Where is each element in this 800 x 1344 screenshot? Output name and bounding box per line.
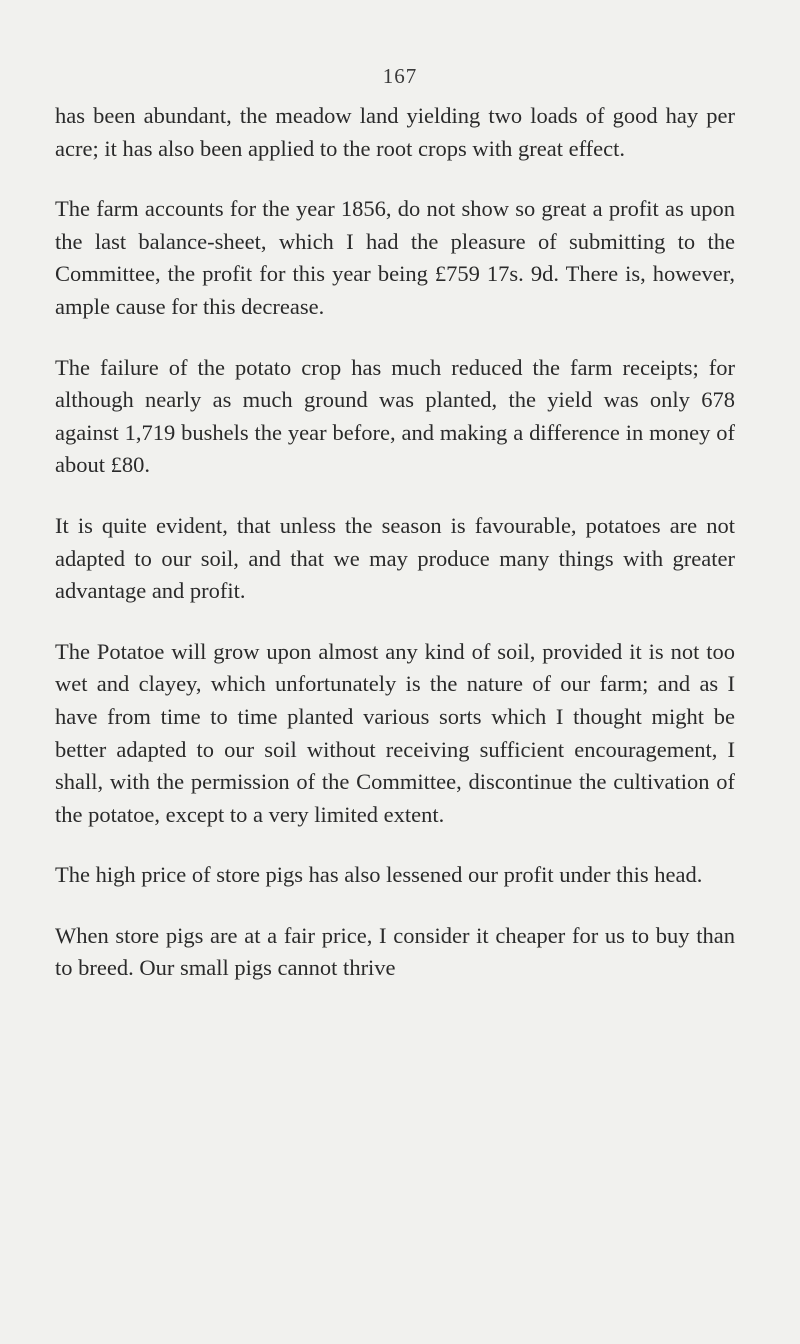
paragraph-farm-accounts-1856: The farm accounts for the year 1856, do not show so great a profit as upon the last balance-sheet, which I had the pleasure of submitting to the Committee, the profit for this year being £759 17s. 9d. There is, however, ample cause for this decrease. <box>55 196 735 319</box>
body-text <box>55 100 735 985</box>
paragraph-store-pig-prices: The high price of store pigs has also lessened our profit under this head. <box>55 862 703 888</box>
paragraph-soil-suitability: It is quite evident, that unless the season is favourable, potatoes are not adapted to our soil, and that we may produce many things with greater advantage and profit. <box>55 512 735 604</box>
paragraph-discontinue-potatoe: The Potatoe will grow upon almost any kind of soil, provided it is not too wet and clayey, which unfortunately is the nature of our farm; and as I have from time to time planted various sorts which I thought might be better adapted to our soil without receiving sufficient encouragement, I shall, with the permission of the Committee, discontinue the cultivation of the potatoe, except to a very limited extent. <box>55 638 735 827</box>
page-number: 167 <box>382 64 418 88</box>
paragraph-buy-versus-breed: When store pigs are at a fair price, I consider it cheaper for us to buy than to breed. Our small pigs cannot thrive <box>55 922 735 981</box>
paragraph-hay-yield: has been abundant, the meadow land yielding two loads of good hay per acre; it has also been applied to the root crops with great effect. <box>55 103 735 161</box>
paragraph-potato-crop-failure: The failure of the potato crop has much reduced the farm receipts; for although nearly as much ground was planted, the yield was only 678 against 1,719 bushels the year before, and making a difference in money of about £80. <box>55 354 735 478</box>
